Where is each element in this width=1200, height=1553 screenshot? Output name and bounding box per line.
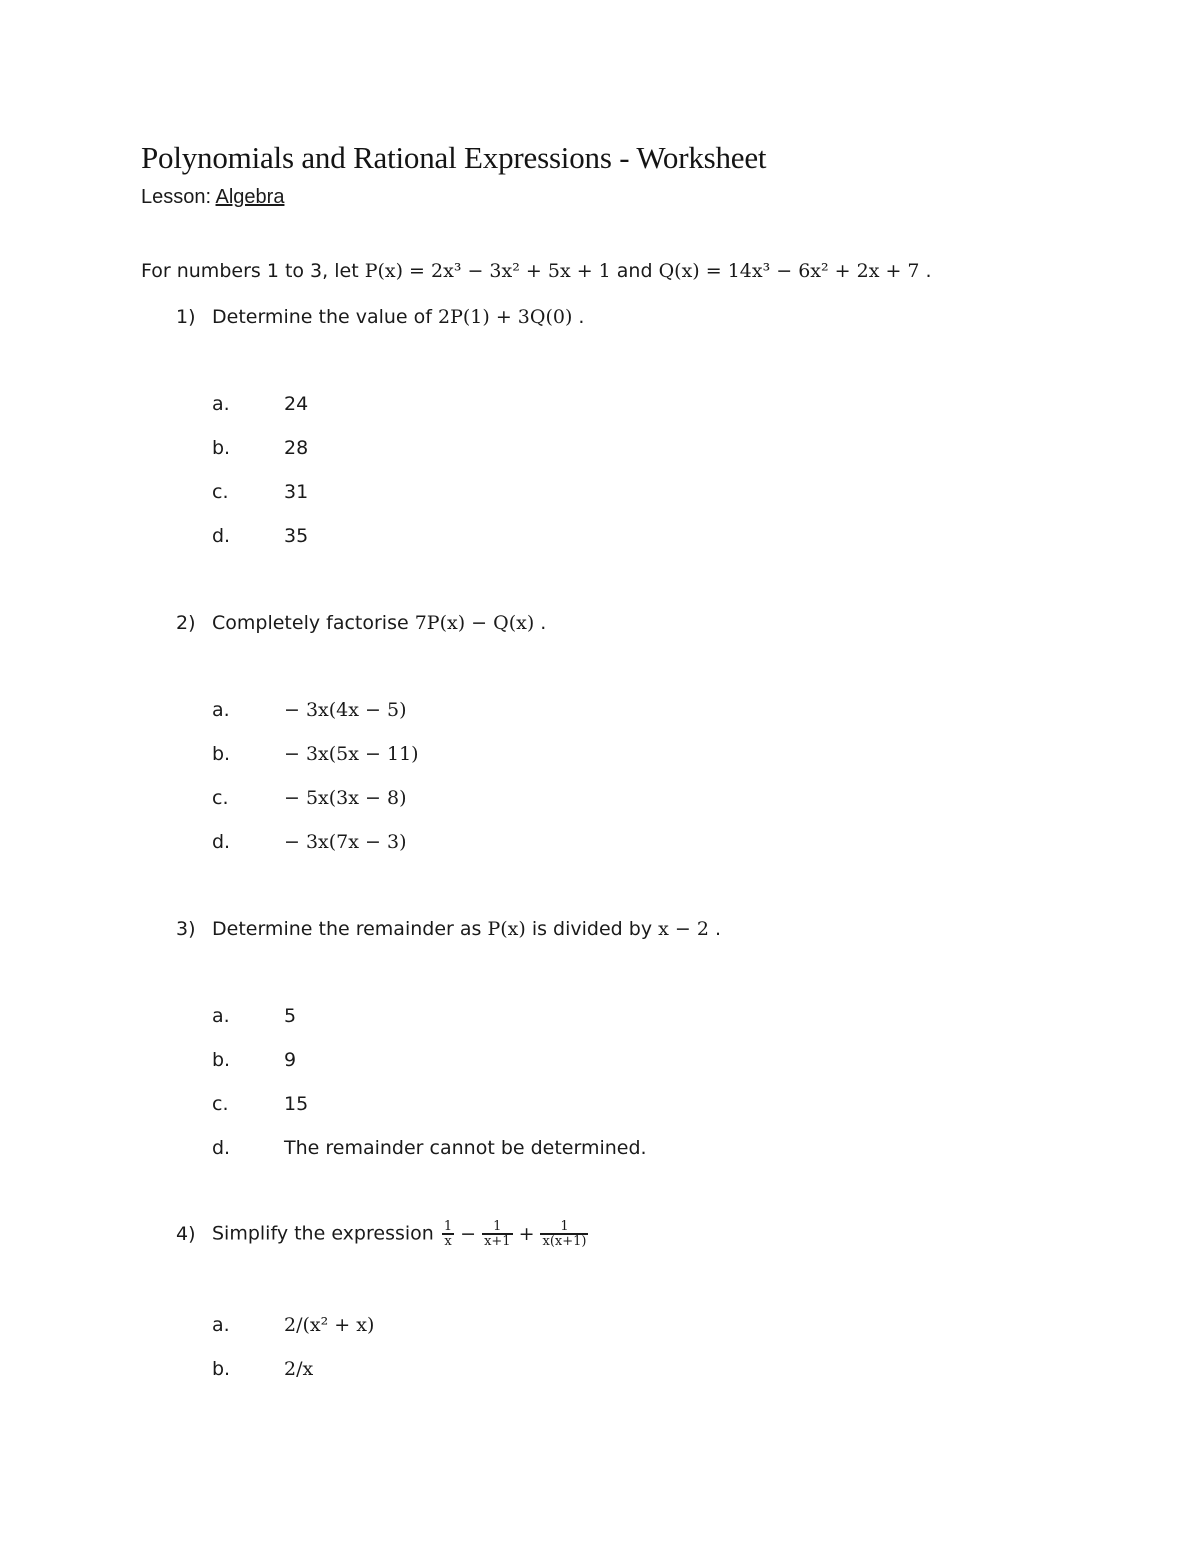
plus-operator: +	[518, 1222, 535, 1245]
p-definition: P(x) = 2x³ − 3x² + 5x + 1	[364, 260, 611, 282]
question-prompt: Simplify the expression	[212, 1222, 440, 1245]
option-letter: c.	[212, 1093, 229, 1115]
intro-statement	[141, 260, 932, 282]
fraction-denominator: x+1	[484, 1234, 511, 1249]
question-prompt: Completely factorise	[212, 612, 415, 634]
fraction-2	[482, 1220, 513, 1248]
option-value: 28	[284, 437, 309, 459]
option-value: − 3x(7x − 3)	[284, 831, 407, 853]
question-middle: is divided by	[525, 918, 659, 940]
option-value: 35	[284, 525, 309, 547]
question-number: 3)	[176, 918, 196, 940]
option-letter: c.	[212, 787, 229, 809]
option-value: 15	[284, 1093, 309, 1115]
option-letter: b.	[212, 1049, 231, 1071]
question-number: 1)	[176, 306, 196, 328]
option-value: 31	[284, 481, 309, 503]
option-letter: a.	[212, 1005, 230, 1027]
question-prompt: Determine the value of	[212, 306, 439, 328]
option-value: − 3x(5x − 11)	[284, 743, 419, 765]
question-suffix: .	[572, 306, 585, 328]
q-definition: Q(x) = 14x³ − 6x² + 2x + 7	[658, 260, 920, 282]
option-letter: b.	[212, 437, 231, 459]
option-letter: b.	[212, 1358, 231, 1380]
option-value: 9	[284, 1049, 297, 1071]
option-value: − 3x(4x − 5)	[284, 699, 407, 721]
option-letter: d.	[212, 525, 231, 547]
fraction-1	[442, 1220, 454, 1248]
fraction-3	[540, 1220, 588, 1248]
fraction-numerator: 1	[443, 1219, 453, 1234]
question-2	[176, 612, 546, 634]
question-math: 2P(1) + 3Q(0)	[438, 306, 573, 328]
question-prompt: Determine the remainder as	[212, 918, 488, 940]
question-number: 4)	[176, 1222, 196, 1245]
fraction-numerator: 1	[482, 1220, 513, 1235]
minus-operator: −	[460, 1222, 477, 1245]
option-value: − 5x(3x − 8)	[284, 787, 407, 809]
option-value: 2/x	[284, 1358, 314, 1380]
option-value: 24	[284, 393, 309, 415]
question-math: P(x)	[487, 918, 526, 940]
option-value: 2/(x² + x)	[284, 1314, 375, 1336]
question-math-divisor: x − 2	[658, 918, 709, 940]
option-value: 5	[284, 1005, 297, 1027]
option-letter: b.	[212, 743, 231, 765]
question-suffix: .	[534, 612, 547, 634]
lesson-link[interactable]: Algebra	[215, 186, 285, 208]
intro-text: For numbers 1 to 3, let	[141, 260, 365, 282]
option-letter: a.	[212, 1314, 230, 1336]
option-letter: d.	[212, 1137, 231, 1159]
question-4	[176, 1220, 590, 1248]
option-letter: d.	[212, 831, 231, 853]
question-math: 7P(x) − Q(x)	[414, 612, 535, 634]
option-letter: a.	[212, 699, 230, 721]
lesson-line	[141, 186, 284, 209]
question-3	[176, 918, 721, 940]
fraction-numerator: 1	[540, 1220, 588, 1235]
option-letter: a.	[212, 393, 230, 415]
fraction-denominator: x(x+1)	[542, 1234, 587, 1249]
option-value: The remainder cannot be determined.	[284, 1137, 647, 1159]
lesson-label: Lesson:	[141, 186, 216, 208]
question-1	[176, 306, 584, 328]
question-suffix: .	[708, 918, 722, 940]
question-number: 2)	[176, 612, 196, 634]
intro-end: .	[919, 260, 932, 282]
page-title: Polynomials and Rational Expressions - Worksheet	[141, 140, 767, 175]
option-letter: c.	[212, 481, 229, 503]
fraction-denominator: x	[444, 1234, 452, 1249]
intro-and: and	[610, 260, 659, 282]
